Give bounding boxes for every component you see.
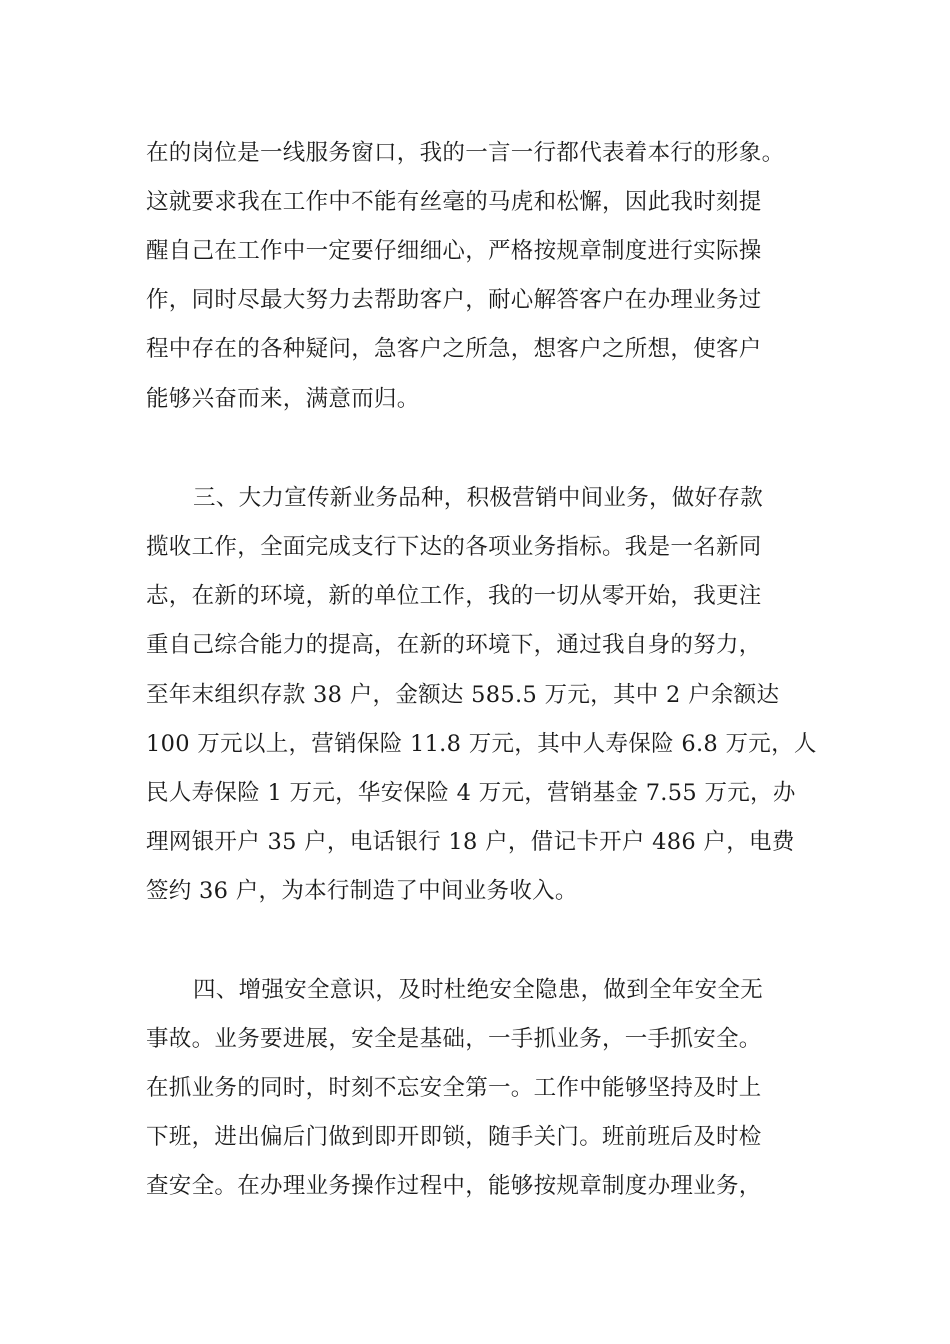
text-line: 醒自己在工作中一定要仔细细心，严格按规章制度进行实际操 (146, 238, 762, 264)
text-line: 能够兴奋而来，满意而归。 (146, 386, 420, 412)
text-line: 在抓业务的同时，时刻不忘安全第一。工作中能够坚持及时上 (146, 1075, 762, 1101)
text-line: 查安全。在办理业务操作过程中，能够按规章制度办理业务， (146, 1173, 762, 1199)
text-line: 至年末组织存款 38 户，金额达 585.5 万元，其中 2 户余额达 (146, 682, 780, 708)
text-line: 这就要求我在工作中不能有丝毫的马虎和松懈，因此我时刻提 (146, 189, 762, 215)
text-line: 事故。业务要进展，安全是基础，一手抓业务，一手抓安全。 (146, 1026, 762, 1052)
text-line: 理网银开户 35 户，电话银行 18 户，借记卡开户 486 户，电费 (146, 829, 795, 855)
text-line: 重自己综合能力的提高，在新的环境下，通过我自身的努力， (146, 632, 762, 658)
text-line: 志，在新的环境，新的单位工作，我的一切从零开始，我更注 (146, 583, 762, 609)
text-line: 民人寿保险 1 万元，华安保险 4 万元，营销基金 7.55 万元，办 (146, 780, 796, 806)
text-line: 100 万元以上，营销保险 11.8 万元，其中人寿保险 6.8 万元，人 (146, 731, 817, 757)
text-line: 三、大力宣传新业务品种，积极营销中间业务，做好存款 (193, 485, 764, 511)
text-line: 程中存在的各种疑问，急客户之所急，想客户之所想，使客户 (146, 336, 762, 362)
text-line: 揽收工作，全面完成支行下达的各项业务指标。我是一名新同 (146, 534, 762, 560)
text-line: 四、增强安全意识，及时杜绝安全隐患，做到全年安全无 (193, 977, 764, 1003)
text-line: 在的岗位是一线服务窗口，我的一言一行都代表着本行的形象。 (146, 140, 785, 166)
text-line: 签约 36 户，为本行制造了中间业务收入。 (146, 878, 578, 904)
text-line: 作，同时尽最大努力去帮助客户，耐心解答客户在办理业务过 (146, 287, 762, 313)
text-line: 下班，进出偏后门做到即开即锁，随手关门。班前班后及时检 (146, 1124, 762, 1150)
